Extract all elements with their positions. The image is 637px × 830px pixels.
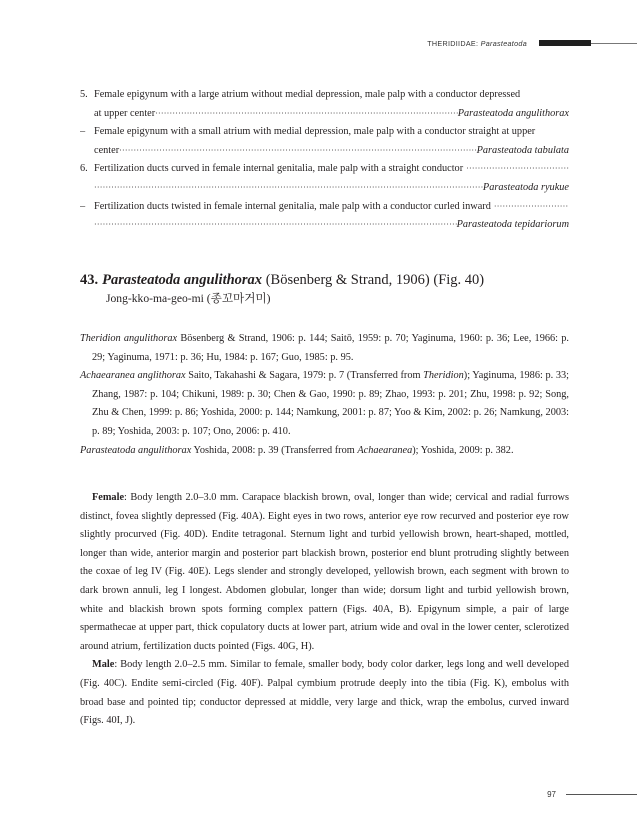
key-mark: – (80, 126, 86, 138)
header-bar (539, 40, 591, 46)
synonym-entry: Parasteatoda angulithorax Yoshida, 2008: p. 39 (Transferred from Achaearanea); Yoshida, 2009: p. 382. (80, 444, 514, 456)
key-text: Fertilization ducts curved in female internal genitalia, male palp with a straight conductor (94, 163, 464, 175)
female-description: Female: Body length 2.0–3.0 mm. Carapace blackish brown, oval, longer than wide; cervical and radial furrows distinct, fovea slightly depressed (Fig. 40A). Eight eyes in two rows, anterior eye row recurved and posterior eye row slightly procurved (Fig. 40D). Endite tetragonal. Sternum light and turbid yellowish brown, heart-shaped, mottled, longer than wide, anterior margin and posterior part blackish brown, posterior end blunt protruding slightly between the coxae of leg IV (Fig. 40E). Legs slender and strongly developed, yellowish brown, each segment with brown to dark brown annuli, leg I longest. Abdomen globular, longer than wide; dorsum light and turbid yellowish brown, white and blackish brown spots forming complex pattern (Figs. 40A, B). Epigynum simple, a pair of large spermathecae at upper part, thick copulatory ducts at lower part, atrium wide and oval in the lower center, sclerotized around atrium, fertilization ducts pointed (Figs. 40G, H). (80, 492, 569, 652)
species-heading (80, 271, 569, 308)
species-figure-ref: (Fig. 40) (433, 272, 485, 288)
key-text: Female epigynum with a small atrium with medial depression, male palp with a conductor straight at upper (94, 126, 536, 138)
leader-dots (94, 216, 457, 235)
synonym-entry: Theridion angulithorax Bösenberg & Strand, 1906: p. 144; Saitō, 1959: p. 70; Yaginuma, 1960: p. 36; Lee, 1966: p. 29; Yaginuma, 1971: p. 36; Hu, 1984: p. 167; Guo, 1985: p. 95. (80, 333, 569, 363)
korean-name: Jong-kko-ma-geo-mi (종꼬마거미) (106, 292, 271, 305)
key-mark: – (80, 200, 86, 212)
page-footer (547, 790, 637, 799)
key-text: at upper center (94, 107, 156, 119)
species-name: Parasteatoda angulithorax (102, 272, 263, 288)
key-text: Fertilization ducts twisted in female internal genitalia, male palp with a conductor curled inward (94, 200, 491, 212)
footer-line (566, 794, 637, 795)
key-mark: 5. (80, 89, 88, 100)
key-line (80, 105, 569, 124)
leader-dots (94, 179, 483, 198)
species-title (80, 271, 569, 289)
leader-dots (119, 142, 476, 161)
female-label: Female (92, 492, 125, 503)
running-header-text: THERIDIIDAE: Parasteatoda (427, 38, 527, 48)
key-mark: 6. (80, 163, 88, 175)
page-number: 97 (547, 790, 556, 799)
male-label: Male (92, 659, 115, 671)
identification-key (80, 86, 569, 235)
synonym-entry: Achaearanea anglithorax Saito, Takahashi & Sagara, 1979: p. 7 (Transferred from Theridion); Yaginuma, 1986: p. 33; Zhang, 1987: p. 104; Chikuni, 1989: p. 30; Chen & Gao, 1990: p. 89; Zhao, 1993: p. 201; Zhu, 1998: p. 92; Song, Zhu & Chen, 1999: p. 86; Yoshida, 2000: p. 144; Namkung, 2001: p. 87; Yoo & Kim, 2002: p. 26; Namkung, 2003: p. 89; Yoshida, 2003: p. 107; Ono, 2006: p. 410. (80, 370, 569, 437)
species-number: 43. (80, 272, 99, 288)
key-text: center (94, 144, 120, 156)
key-line (80, 160, 569, 179)
male-description: Male: Body length 2.0–2.5 mm. Similar to female, smaller body, body color darker, legs long and well developed (Fig. 40C). Endite semi-circled (Fig. 40F). Palpal cymbium protrude deeply into the tibia (Fig. K), embolus with broad base and pointed tip; conductor depressed at middle, very large and thick, wrap the embolus, curved inward (Figs. 40I, J). (80, 659, 569, 727)
description (80, 489, 569, 731)
leader-dots (466, 160, 569, 179)
key-line (80, 216, 569, 235)
key-taxon: Parasteatoda tabulata (476, 144, 569, 156)
leader-dots (494, 198, 569, 217)
key-taxon: Parasteatoda ryukue (482, 181, 569, 193)
synonymy-list (80, 330, 569, 460)
key-text: Female epigynum with a large atrium without medial depression, male palp with a conductor depressed (94, 89, 521, 100)
key-line (80, 142, 569, 161)
synonym-name: Achaearanea anglithorax (80, 370, 186, 382)
key-line (80, 123, 569, 142)
synonym-name: Parasteatoda angulithorax (80, 444, 192, 456)
species-authority: (Bösenberg & Strand, 1906) (265, 272, 430, 288)
header-line (591, 43, 637, 44)
key-line (80, 86, 569, 105)
leader-dots (155, 105, 458, 124)
key-line (80, 179, 569, 198)
key-taxon: Parasteatoda tepidariorum (456, 219, 569, 231)
running-header (427, 37, 637, 49)
key-taxon: Parasteatoda angulithorax (457, 107, 569, 119)
key-line (80, 198, 569, 217)
synonym-name: Theridion angulithorax (80, 333, 178, 344)
